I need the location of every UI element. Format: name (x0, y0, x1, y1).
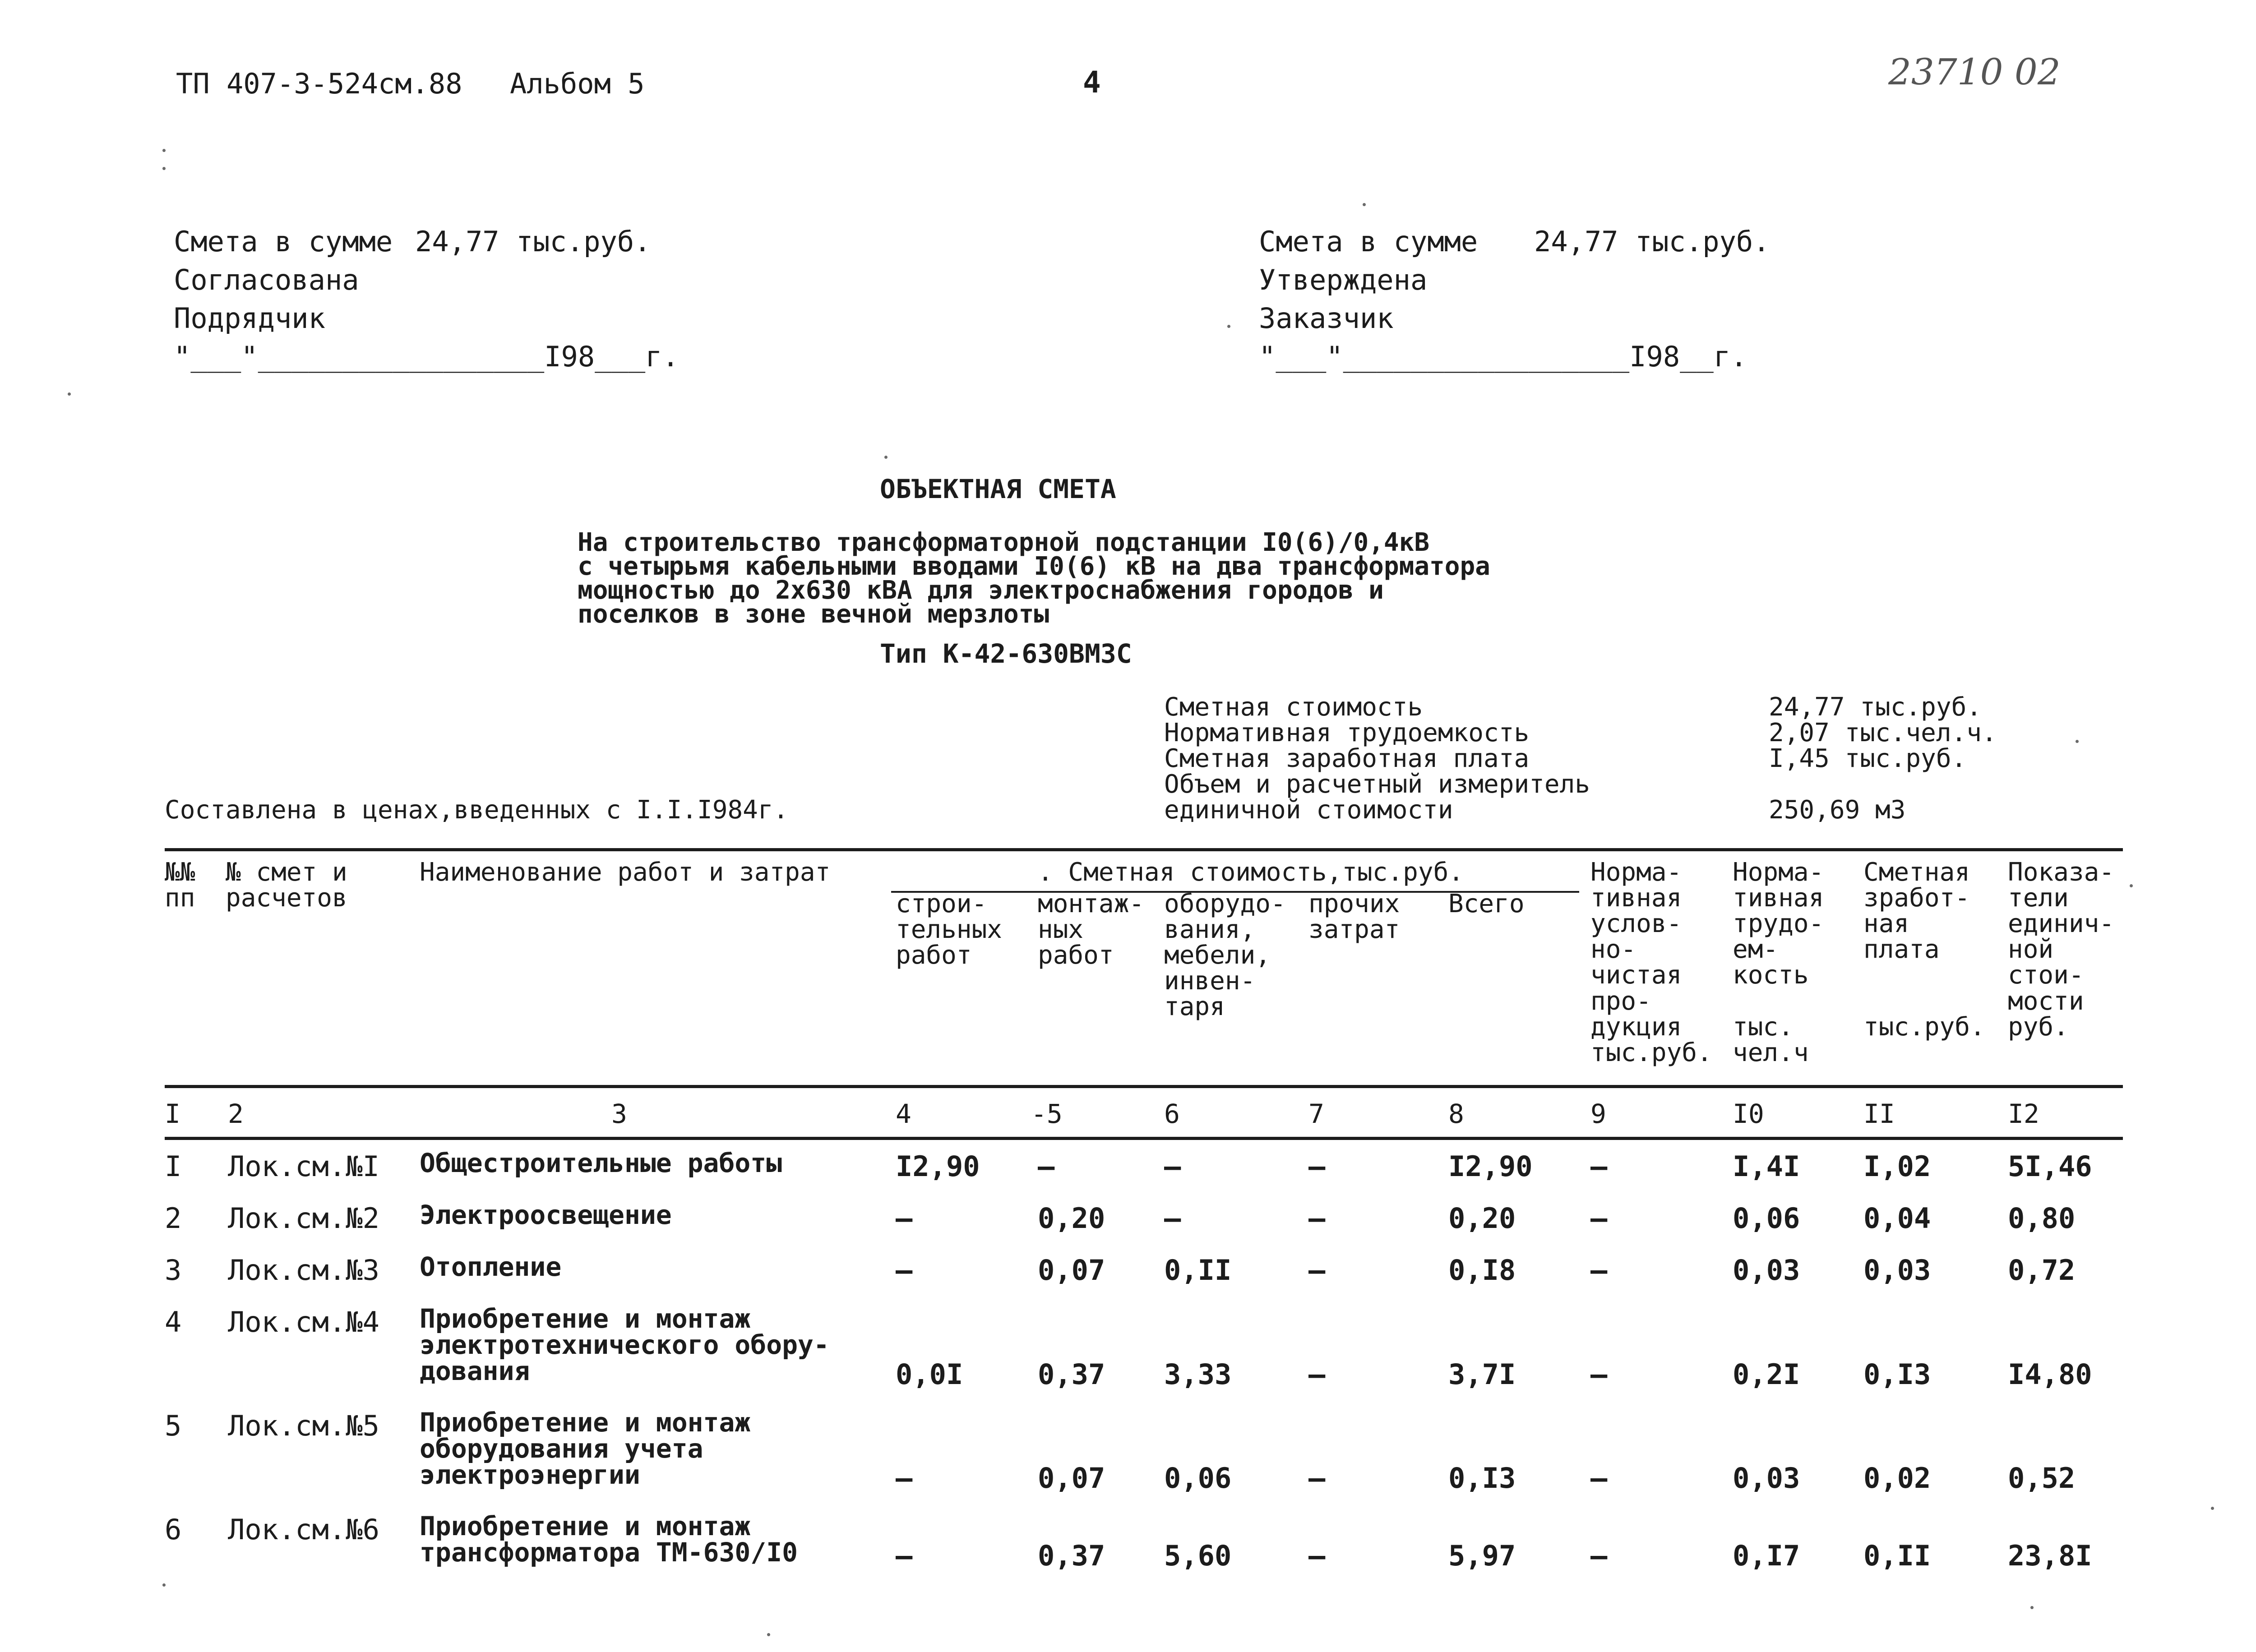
row-3-c10: 0,03 (1733, 1254, 1800, 1287)
row-4-c12: I4,80 (2008, 1358, 2092, 1391)
left-status: Согласована (174, 263, 359, 296)
row-2-c4: – (896, 1202, 913, 1235)
colnum-2: 2 (228, 1098, 244, 1129)
colnum-4: 4 (896, 1098, 911, 1129)
row-4-code: Лок.см.№4 (228, 1306, 379, 1338)
summary-value-5: 250,69 м3 (1769, 795, 1906, 825)
row-4-c7: – (1308, 1358, 1326, 1391)
subtitle-line-4: поселков в зоне вечной мерзлоты (578, 600, 1049, 629)
left-sum-label: Смета в сумме (174, 225, 393, 258)
row-6-c8: 5,97 (1448, 1539, 1516, 1572)
row-5-c6: 0,06 (1164, 1462, 1232, 1495)
scan-speck (1227, 325, 1230, 328)
row-2-code: Лок.см.№2 (228, 1202, 379, 1235)
page-number: 4 (1083, 65, 1101, 100)
row-1-c6: – (1164, 1150, 1181, 1183)
colnum-11: II (1863, 1098, 1895, 1129)
header-pp: №№ пп (165, 858, 195, 913)
row-6-c7: – (1308, 1539, 1326, 1572)
scan-speck (162, 149, 166, 152)
row-5-c11: 0,02 (1863, 1462, 1931, 1495)
row-5-c10: 0,03 (1733, 1462, 1800, 1495)
row-5-code: Лок.см.№5 (228, 1409, 379, 1442)
subtitle-line-2: с четырьмя кабельными вводами I0(6) кВ на два трансформатора (578, 552, 1490, 581)
row-1-c10: I,4I (1733, 1150, 1800, 1183)
subtitle-line-1: На строительство трансформаторной подстанции I0(6)/0,4кВ (578, 528, 1430, 557)
summary-label-3: Сметная заработная плата (1164, 744, 1530, 773)
scan-speck (1363, 203, 1366, 206)
row-6-c10: 0,I7 (1733, 1539, 1800, 1572)
prices-note: Составлена в ценах,введенных с I.I.I984г. (165, 795, 789, 825)
row-3-c5: 0,07 (1038, 1254, 1105, 1287)
row-2-c9: – (1590, 1202, 1608, 1235)
header-work-name: Наименование работ и затрат (420, 858, 831, 887)
row-2-name: Электроосвещение (420, 1200, 672, 1230)
colnum-6: 6 (1164, 1098, 1180, 1129)
row-1-c8: I2,90 (1448, 1150, 1533, 1183)
row-4-n: 4 (165, 1306, 182, 1338)
left-party: Подрядчик (174, 302, 325, 335)
row-4-c5: 0,37 (1038, 1358, 1105, 1391)
row-1-c5: – (1038, 1150, 1055, 1183)
left-sum-amount: 24,77 тыс.руб. (415, 225, 651, 258)
scan-speck (2130, 884, 2133, 887)
row-4-c6: 3,33 (1164, 1358, 1232, 1391)
scan-speck (162, 167, 166, 170)
header-other: прочих затрат (1308, 889, 1400, 945)
header-unit-cost: Показа- тели единич- ной стои- мости руб. (2008, 858, 2115, 1042)
row-3-code: Лок.см.№3 (228, 1254, 379, 1287)
colnum-8: 8 (1448, 1098, 1464, 1129)
row-6-c6: 5,60 (1164, 1539, 1232, 1572)
row-6-c4: – (896, 1539, 913, 1572)
row-6-name: Приобретение и монтаж трансформатора ТМ-630/I0 (420, 1511, 798, 1568)
type-line: Тип К-42-630ВМЗС (880, 638, 1132, 669)
row-3-c7: – (1308, 1254, 1326, 1287)
row-2-c5: 0,20 (1038, 1202, 1105, 1235)
row-5-c12: 0,52 (2008, 1462, 2076, 1495)
row-1-c7: – (1308, 1150, 1326, 1183)
summary-label-2: Нормативная трудоемкость (1164, 718, 1530, 748)
colnum-5: -5 (1031, 1098, 1063, 1129)
colnum-1: I (165, 1098, 180, 1129)
album-label: Альбом 5 (510, 67, 645, 100)
row-1-name: Общестроительные работы (420, 1148, 782, 1178)
table-top-rule (165, 848, 2123, 851)
summary-label-4: Объем и расчетный измеритель (1164, 770, 1590, 799)
handwritten-number: 23710 02 (1888, 51, 2061, 93)
row-5-c9: – (1590, 1462, 1608, 1495)
row-3-c8: 0,I8 (1448, 1254, 1516, 1287)
header-net-production: Норма- тивная услов- но- чистая про- дукция тыс.руб. (1590, 858, 1712, 1067)
row-1-c4: I2,90 (896, 1150, 980, 1183)
header-wages: Сметная зработ- ная плата тыс.руб. (1863, 858, 1985, 1042)
header-bottom-rule (165, 1085, 2123, 1088)
summary-value-2: 2,07 тыс.чел.ч. (1769, 718, 1997, 748)
colnum-12: I2 (2008, 1098, 2039, 1129)
scan-speck (68, 392, 71, 396)
summary-value-1: 24,77 тыс.руб. (1769, 692, 1982, 722)
row-4-c8: 3,7I (1448, 1358, 1516, 1391)
header-estimate-number: № смет и расчетов (226, 858, 347, 913)
row-2-c8: 0,20 (1448, 1202, 1516, 1235)
row-6-c11: 0,II (1863, 1539, 1931, 1572)
row-4-c10: 0,2I (1733, 1358, 1800, 1391)
scan-speck (767, 1633, 770, 1636)
row-3-c6: 0,II (1164, 1254, 1232, 1287)
summary-value-3: I,45 тыс.руб. (1769, 744, 1967, 773)
row-3-c4: – (896, 1254, 913, 1287)
row-3-c9: – (1590, 1254, 1608, 1287)
row-2-c7: – (1308, 1202, 1326, 1235)
document-title: ОБЪЕКТНАЯ СМЕТА (880, 474, 1116, 504)
row-5-c8: 0,I3 (1448, 1462, 1516, 1495)
scan-speck (884, 456, 888, 459)
row-2-c10: 0,06 (1733, 1202, 1800, 1235)
row-4-c4: 0,0I (896, 1358, 963, 1391)
row-4-c9: – (1590, 1358, 1608, 1391)
header-installation: монтаж- ных работ (1038, 889, 1145, 970)
scan-speck (162, 1583, 166, 1587)
row-5-name: Приобретение и монтаж оборудования учета электроэнергии (420, 1407, 751, 1490)
row-3-c11: 0,03 (1863, 1254, 1931, 1287)
row-1-code: Лок.см.№I (228, 1150, 379, 1183)
row-1-c12: 5I,46 (2008, 1150, 2092, 1183)
right-party: Заказчик (1259, 302, 1394, 335)
header-construction: строи- тельных работ (896, 889, 1003, 970)
row-2-c11: 0,04 (1863, 1202, 1931, 1235)
summary-label-1: Сметная стоимость (1164, 692, 1423, 722)
left-date-line: "___"_________________I98___г. (174, 340, 679, 373)
right-date-line: "___"_________________I98__г. (1259, 340, 1747, 373)
row-1-n: I (165, 1150, 182, 1183)
row-2-c6: – (1164, 1202, 1181, 1235)
summary-label-5: единичной стоимости (1164, 795, 1453, 825)
row-5-c4: – (896, 1462, 913, 1495)
header-total: Всего (1448, 889, 1525, 918)
row-1-c11: I,02 (1863, 1150, 1931, 1183)
scan-speck (2211, 1507, 2214, 1510)
row-1-c9: – (1590, 1150, 1608, 1183)
header-cost-group: . Сметная стоимость,тыс.руб. (1038, 858, 1464, 887)
row-5-n: 5 (165, 1409, 182, 1442)
row-2-n: 2 (165, 1202, 182, 1235)
colnum-3: 3 (611, 1098, 627, 1129)
scan-speck (2076, 740, 2079, 743)
colnum-9: 9 (1590, 1098, 1606, 1129)
header-labor: Норма- тивная трудо- ем- кость тыс. чел.ч (1733, 858, 1824, 1067)
row-6-c9: – (1590, 1539, 1608, 1572)
row-6-code: Лок.см.№6 (228, 1513, 379, 1546)
row-6-c5: 0,37 (1038, 1539, 1105, 1572)
row-2-c12: 0,80 (2008, 1202, 2076, 1235)
row-6-n: 6 (165, 1513, 182, 1546)
colnum-bottom-rule (165, 1137, 2123, 1140)
row-4-c11: 0,I3 (1863, 1358, 1931, 1391)
colnum-10: I0 (1733, 1098, 1764, 1129)
row-5-c7: – (1308, 1462, 1326, 1495)
project-code: ТП 407-3-524см.88 (176, 67, 462, 100)
scan-speck (2030, 1606, 2034, 1609)
row-4-name: Приобретение и монтаж электротехнического обору- дования (420, 1303, 829, 1386)
row-3-name: Отопление (420, 1251, 562, 1282)
right-sum-label: Смета в сумме (1259, 225, 1478, 258)
row-5-c5: 0,07 (1038, 1462, 1105, 1495)
row-3-n: 3 (165, 1254, 182, 1287)
colnum-7: 7 (1308, 1098, 1324, 1129)
right-status: Утверждена (1259, 263, 1428, 296)
row-3-c12: 0,72 (2008, 1254, 2076, 1287)
right-sum-amount: 24,77 тыс.руб. (1534, 225, 1770, 258)
subtitle-line-3: мощностью до 2х630 кВА для электроснабжения городов и (578, 576, 1384, 605)
header-equipment: оборудо- вания, мебели, инвен- таря (1164, 889, 1286, 1022)
row-6-c12: 23,8I (2008, 1539, 2092, 1572)
